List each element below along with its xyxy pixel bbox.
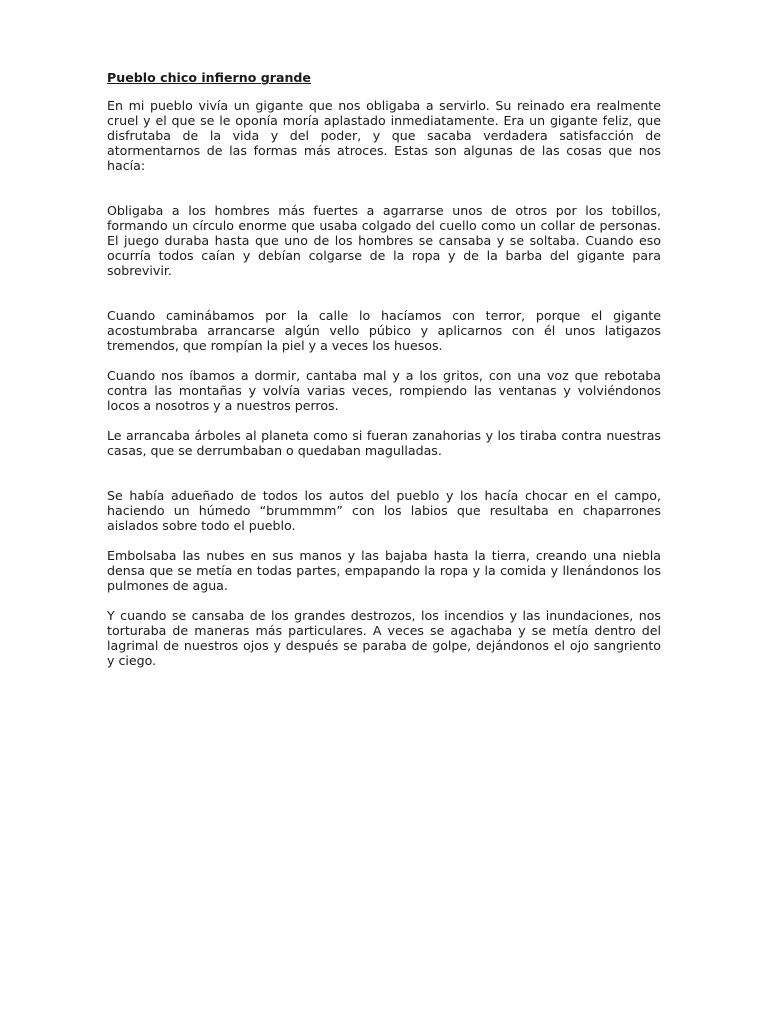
paragraph-7: Embolsaba las nubes en sus manos y las bajaba hasta la tierra, creando una niebla densa que se metía en todas partes, empapando la ropa y la comida y llenándonos los pulmones de agua. [107, 548, 661, 593]
spacer [107, 353, 661, 368]
spacer [107, 173, 661, 203]
paragraph-2: Obligaba a los hombres más fuertes a agarrarse unos de otros por los tobillos, formando un círculo enorme que usaba colgado del cuello como un collar de personas. El juego duraba hasta que uno de los hombres se cansaba y se soltaba. Cuando eso ocurría todos caían y debían colgarse de la ropa y de la barba del gigante para sobrevivir. [107, 203, 661, 278]
document-body [107, 70, 661, 668]
paragraph-6: Se había adueñado de todos los autos del pueblo y los hacía chocar en el campo, haciendo un húmedo “brummmm” con los labios que resultaba en chaparrones aislados sobre todo el pueblo. [107, 488, 661, 533]
paragraph-5: Le arrancaba árboles al planeta como si fueran zanahorias y los tiraba contra nuestras casas, que se derrumbaban o quedaban magulladas. [107, 428, 661, 458]
paragraph-4: Cuando nos íbamos a dormir, cantaba mal y a los gritos, con una voz que rebotaba contra las montañas y volvía varias veces, rompiendo las ventanas y volviéndonos locos a nosotros y a nuestros perros. [107, 368, 661, 413]
document-title: Pueblo chico infierno grande [107, 70, 311, 85]
spacer [107, 413, 661, 428]
paragraph-1: En mi pueblo vivía un gigante que nos obligaba a servirlo. Su reinado era realmente cruel y el que se le oponía moría aplastado inmediatamente. Era un gigante feliz, que disfrutaba de la vida y del poder, y que sacaba verdadera satisfacción de atormentarnos de las formas más atroces. Estas son algunas de las cosas que nos hacía: [107, 98, 661, 173]
paragraph-3: Cuando caminábamos por la calle lo hacíamos con terror, porque el gigante acostumbraba arrancarse algún vello púbico y aplicarnos con él unos latigazos tremendos, que rompían la piel y a veces los huesos. [107, 308, 661, 353]
paragraph-8: Y cuando se cansaba de los grandes destrozos, los incendios y las inundaciones, nos torturaba de maneras más particulares. A veces se agachaba y se metía dentro del lagrimal de nuestros ojos y después se paraba de golpe, dejándonos el ojo sangriento y ciego. [107, 608, 661, 668]
spacer [107, 458, 661, 488]
spacer [107, 278, 661, 308]
spacer [107, 593, 661, 608]
spacer [107, 533, 661, 548]
